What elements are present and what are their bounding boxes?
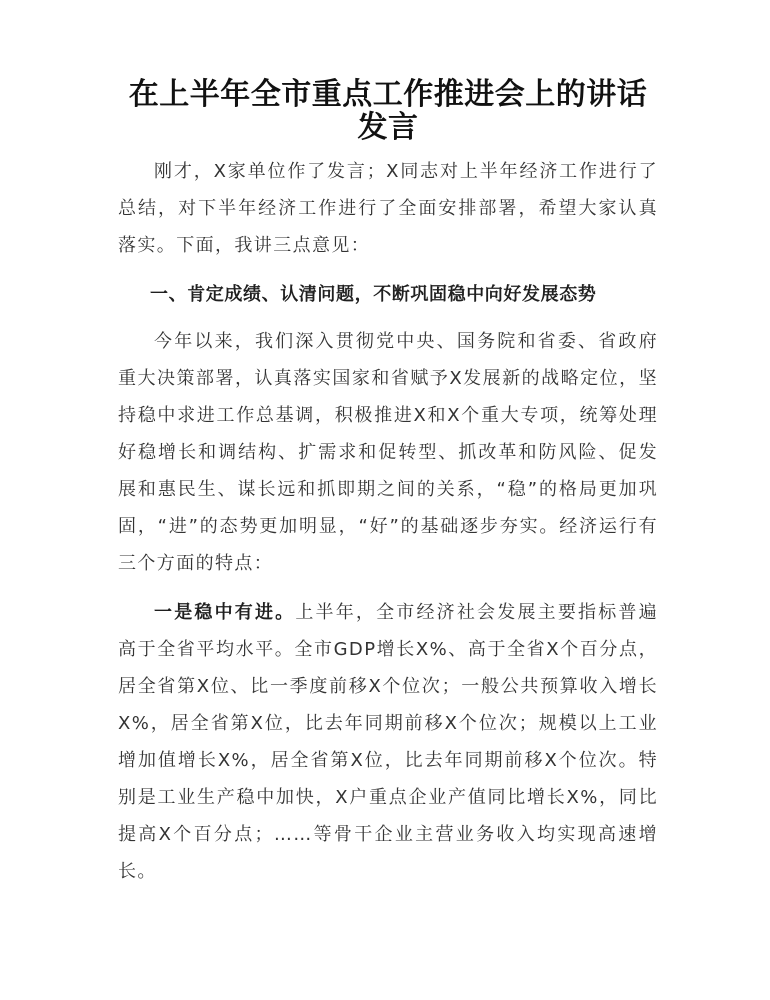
body-paragraph-1: 今年以来，我们深入贯彻党中央、国务院和省委、省政府重大决策部署，认真落实国家和省赋予X发展新的战略定位，坚持稳中求进工作总基调，积极推进X和X个重大专项，统筹处理好稳增长和调结构、扩需求和促转型、抓改革和防风险、促发展和惠民生、谋长远和抓即期之间的关系，“稳”的格局更加巩固，“进”的态势更加明显，“好”的基础逐步夯实。经济运行有三个方面的特点： [118,331,658,574]
body-paragraph-2 [118,594,658,890]
intro-paragraph: 刚才，X家单位作了发言；X同志对上半年经济工作进行了总结，对下半年经济工作进行了全面安排部署，希望大家认真落实。下面，我讲三点意见： [118,161,658,256]
paragraph-body-text: 上半年，全市经济社会发展主要指标普遍高于全省平均水平。全市GDP增长X%、高于全省X个百分点，居全省第X位、比一季度前移X个位次；一般公共预算收入增长X%，居全省第X位，比去年同期前移X个位次；规模以上工业增加值增长X%，居全省第X位，比去年同期前移X个位次。特别是工业生产稳中加快，X户重点企业产值同比增长X%，同比提高X个百分点；……等骨干企业主营业务收入均实现高速增长。 [118,602,658,882]
paragraph-lead-phrase: 一是稳中有进。 [154,602,296,623]
document-page [118,78,658,890]
document-title: 在上半年全市重点工作推进会上的讲话发言 [128,77,648,145]
section-heading-1: 一、肯定成绩、认清问题，不断巩固稳中向好发展态势 [150,284,597,305]
